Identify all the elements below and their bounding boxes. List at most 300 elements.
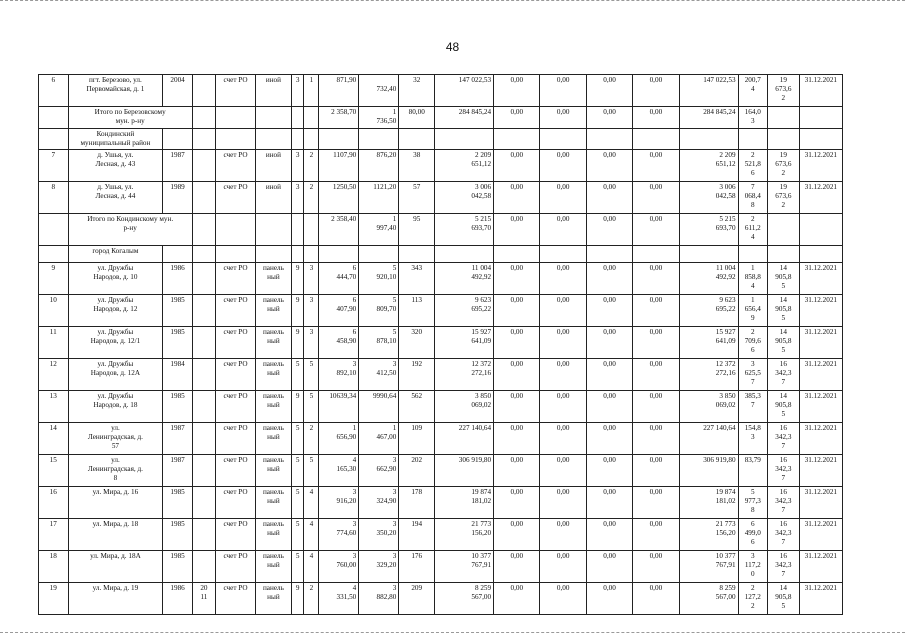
cell-z3: 0,00	[586, 327, 632, 359]
cell-m: 16 342,3 7	[768, 487, 800, 519]
cell-sum: 15 927 641,09	[679, 327, 738, 359]
cell-empty	[163, 129, 193, 150]
cell-fund: счет РО	[216, 150, 256, 182]
cell-addr: д. Ушья, ул. Лесная, д. 44	[68, 182, 163, 214]
cell-date: 31.12.2021	[799, 359, 842, 391]
cell-z2: 0,00	[540, 150, 586, 182]
table-row	[39, 423, 843, 455]
cell-z2: 0,00	[540, 359, 586, 391]
cell-z1: 0,00	[494, 327, 540, 359]
cell-z4: 0,00	[633, 327, 679, 359]
cell-c4	[192, 551, 215, 583]
cell-date: 31.12.2021	[799, 487, 842, 519]
cell-ent: 4	[304, 519, 319, 551]
cell-z4: 0,00	[633, 107, 679, 129]
scan-edge-bottom	[0, 632, 905, 635]
cell-people: 113	[399, 295, 435, 327]
cell-fund: счет РО	[216, 583, 256, 615]
cell-people: 192	[399, 359, 435, 391]
cell-m: 14 905,8 5	[768, 583, 800, 615]
cell-year: 2004	[163, 75, 193, 107]
cell-u: 3 117,2 0	[738, 551, 768, 583]
cell-people: 178	[399, 487, 435, 519]
cell-n: 6	[39, 75, 69, 107]
cell-z3: 0,00	[586, 75, 632, 107]
cell-addr: ул. Дружбы Народов, д. 18	[68, 391, 163, 423]
cell-m: 14 905,8 5	[768, 263, 800, 295]
cell-fl: 3	[291, 150, 304, 182]
cell-c4	[192, 487, 215, 519]
table-row	[39, 583, 843, 615]
cell-total: 147 022,53	[435, 75, 494, 107]
cell-u: 6 499,0 6	[738, 519, 768, 551]
cell-total: 8 259 567,00	[435, 583, 494, 615]
table-body	[39, 75, 843, 615]
cell-empty	[304, 214, 319, 246]
cell-a1: 3 916,20	[319, 487, 359, 519]
cell-z1: 0,00	[494, 295, 540, 327]
group-title: Кондинский муниципальный район	[68, 129, 163, 150]
cell-m: 16 342,3 7	[768, 519, 800, 551]
cell-mat: иной	[256, 75, 292, 107]
cell-total: 11 004 492,92	[435, 263, 494, 295]
cell-sum: 21 773 156,20	[679, 519, 738, 551]
cell-n: 14	[39, 423, 69, 455]
cell-mat: панель ный	[256, 519, 292, 551]
cell-addr: д. Ушья, ул. Лесная, д. 43	[68, 150, 163, 182]
cell-empty	[435, 129, 494, 150]
cell-empty	[304, 129, 319, 150]
cell-z3: 0,00	[586, 487, 632, 519]
cell-n: 19	[39, 583, 69, 615]
cell-c4	[192, 519, 215, 551]
cell-empty	[291, 214, 304, 246]
cell-mat: панель ный	[256, 423, 292, 455]
cell-mat: панель ный	[256, 295, 292, 327]
cell-empty	[738, 246, 768, 263]
cell-mat: панель ный	[256, 359, 292, 391]
cell-c4	[192, 391, 215, 423]
cell-z4: 0,00	[633, 551, 679, 583]
cell-n: 16	[39, 487, 69, 519]
cell-z3: 0,00	[586, 263, 632, 295]
cell-date: 31.12.2021	[799, 295, 842, 327]
cell-c4	[192, 295, 215, 327]
cell-empty	[192, 107, 215, 129]
cell-z2: 0,00	[540, 423, 586, 455]
cell-z2: 0,00	[540, 583, 586, 615]
table-row	[39, 263, 843, 295]
cell-fl: 5	[291, 551, 304, 583]
cell-empty	[319, 246, 359, 263]
cell-c4	[192, 150, 215, 182]
cell-z3: 0,00	[586, 150, 632, 182]
cell-a1: 3 892,10	[319, 359, 359, 391]
cell-ent: 2	[304, 150, 319, 182]
cell-sum: 147 022,53	[679, 75, 738, 107]
cell-u: 154,8 3	[738, 423, 768, 455]
cell-mat: панель ный	[256, 327, 292, 359]
cell-ent: 3	[304, 295, 319, 327]
cell-date: 31.12.2021	[799, 519, 842, 551]
cell-z4: 0,00	[633, 423, 679, 455]
cell-z2: 0,00	[540, 263, 586, 295]
cell-empty	[256, 214, 292, 246]
cell-z1: 0,00	[494, 519, 540, 551]
cell-empty	[256, 107, 292, 129]
cell-empty	[256, 246, 292, 263]
cell-total: 5 215 693,70	[435, 214, 494, 246]
cell-n: 8	[39, 182, 69, 214]
cell-z4: 0,00	[633, 150, 679, 182]
cell-date	[799, 214, 842, 246]
cell-fund: счет РО	[216, 423, 256, 455]
cell-z2: 0,00	[540, 214, 586, 246]
cell-n: 10	[39, 295, 69, 327]
cell-fund: счет РО	[216, 182, 256, 214]
cell-sum: 284 845,24	[679, 107, 738, 129]
cell-addr: ул. Мира, д. 19	[68, 583, 163, 615]
cell-sum: 2 209 651,12	[679, 150, 738, 182]
cell-a2: 3 412,50	[359, 359, 399, 391]
cell-m: 14 905,8 5	[768, 327, 800, 359]
cell-empty	[163, 246, 193, 263]
cell-m: 16 342,3 7	[768, 423, 800, 455]
table-row	[39, 359, 843, 391]
cell-people: 194	[399, 519, 435, 551]
cell-a2: 732,40	[359, 75, 399, 107]
cell-fl: 5	[291, 487, 304, 519]
cell-sum: 12 372 272,16	[679, 359, 738, 391]
cell-z1: 0,00	[494, 150, 540, 182]
cell-empty	[291, 129, 304, 150]
cell-addr: ул. Дружбы Народов, д. 10	[68, 263, 163, 295]
cell-a2: 9990,64	[359, 391, 399, 423]
cell-a1: 6 407,90	[319, 295, 359, 327]
cell-z1: 0,00	[494, 359, 540, 391]
cell-date: 31.12.2021	[799, 263, 842, 295]
table-row	[39, 487, 843, 519]
cell-addr: ул. Мира, д. 16	[68, 487, 163, 519]
cell-m: 19 673,6 2	[768, 75, 800, 107]
cell-addr: ул. Дружбы Народов, д. 12А	[68, 359, 163, 391]
cell-z2: 0,00	[540, 295, 586, 327]
cell-addr: ул. Мира, д. 18А	[68, 551, 163, 583]
cell-sum: 5 215 693,70	[679, 214, 738, 246]
cell-year: 1985	[163, 327, 193, 359]
cell-m: 16 342,3 7	[768, 455, 800, 487]
cell-z3: 0,00	[586, 359, 632, 391]
cell-ent: 2	[304, 182, 319, 214]
cell-u: 1 656,4 9	[738, 295, 768, 327]
cell-z1: 0,00	[494, 487, 540, 519]
cell-z1: 0,00	[494, 583, 540, 615]
table-row	[39, 214, 843, 246]
cell-date: 31.12.2021	[799, 551, 842, 583]
cell-addr: ул. Ленинградская, д. 8	[68, 455, 163, 487]
cell-sum: 9 623 695,22	[679, 295, 738, 327]
cell-fund: счет РО	[216, 75, 256, 107]
cell-z4: 0,00	[633, 75, 679, 107]
cell-empty	[540, 129, 586, 150]
cell-u: 7 068,4 8	[738, 182, 768, 214]
cell-z3: 0,00	[586, 107, 632, 129]
cell-z1: 0,00	[494, 182, 540, 214]
table-row	[39, 551, 843, 583]
cell-empty	[435, 246, 494, 263]
cell-m	[768, 214, 800, 246]
cell-addr: пгт. Березово, ул. Первомайская, д. 1	[68, 75, 163, 107]
cell-year: 1989	[163, 182, 193, 214]
cell-total: 227 140,64	[435, 423, 494, 455]
cell-fl: 5	[291, 455, 304, 487]
cell-a1: 2 358,70	[319, 107, 359, 129]
cell-z4: 0,00	[633, 519, 679, 551]
cell-c4: 20 11	[192, 583, 215, 615]
cell-sum: 11 004 492,92	[679, 263, 738, 295]
cell-m: 16 342,3 7	[768, 551, 800, 583]
cell-m: 14 905,8 5	[768, 295, 800, 327]
cell-empty	[399, 246, 435, 263]
cell-c4	[192, 423, 215, 455]
cell-a2: 5 878,10	[359, 327, 399, 359]
cell-empty	[192, 214, 215, 246]
cell-year: 1984	[163, 359, 193, 391]
cell-a2: 1 467,00	[359, 423, 399, 455]
cell-z3: 0,00	[586, 519, 632, 551]
cell-z1: 0,00	[494, 75, 540, 107]
cell-fund: счет РО	[216, 487, 256, 519]
cell-a2: 3 324,90	[359, 487, 399, 519]
cell-year: 1985	[163, 519, 193, 551]
table-row	[39, 107, 843, 129]
cell-people: 209	[399, 583, 435, 615]
cell-z4: 0,00	[633, 455, 679, 487]
cell-a2: 1 997,40	[359, 214, 399, 246]
cell-date: 31.12.2021	[799, 182, 842, 214]
cell-u: 3 625,5 7	[738, 359, 768, 391]
cell-ent: 4	[304, 487, 319, 519]
cell-m: 16 342,3 7	[768, 359, 800, 391]
cell-n: 17	[39, 519, 69, 551]
cell-z1: 0,00	[494, 107, 540, 129]
cell-fl: 9	[291, 583, 304, 615]
cell-total: 2 209 651,12	[435, 150, 494, 182]
group-title: город Когалым	[68, 246, 163, 263]
cell-empty	[586, 129, 632, 150]
cell-a2: 3 882,80	[359, 583, 399, 615]
cell-a1: 3 760,00	[319, 551, 359, 583]
cell-date: 31.12.2021	[799, 75, 842, 107]
cell-total: 10 377 767,91	[435, 551, 494, 583]
cell-n	[39, 214, 69, 246]
cell-a1: 2 358,40	[319, 214, 359, 246]
cell-z3: 0,00	[586, 423, 632, 455]
cell-people: 80,00	[399, 107, 435, 129]
cell-c4	[192, 182, 215, 214]
cell-people: 562	[399, 391, 435, 423]
cell-empty	[192, 246, 215, 263]
cell-year: 1987	[163, 150, 193, 182]
cell-fund: счет РО	[216, 455, 256, 487]
cell-empty	[768, 129, 800, 150]
cell-mat: иной	[256, 182, 292, 214]
cell-z2: 0,00	[540, 107, 586, 129]
cell-z3: 0,00	[586, 295, 632, 327]
cell-z3: 0,00	[586, 583, 632, 615]
cell-u: 2 709,6 6	[738, 327, 768, 359]
cell-year: 1985	[163, 295, 193, 327]
table-row	[39, 327, 843, 359]
cell-sum: 3 006 042,58	[679, 182, 738, 214]
cell-empty	[799, 129, 842, 150]
cell-addr: ул. Дружбы Народов, д. 12	[68, 295, 163, 327]
cell-empty	[216, 246, 256, 263]
cell-c4	[192, 75, 215, 107]
cell-fund: счет РО	[216, 295, 256, 327]
cell-u: 2 611,2 4	[738, 214, 768, 246]
cell-z4: 0,00	[633, 359, 679, 391]
cell-a1: 6 444,70	[319, 263, 359, 295]
cell-z3: 0,00	[586, 214, 632, 246]
cell-date: 31.12.2021	[799, 583, 842, 615]
cell-addr: ул. Ленинградская, д. 57	[68, 423, 163, 455]
cell-fl: 9	[291, 263, 304, 295]
cell-u: 2 127,2 2	[738, 583, 768, 615]
table-row	[39, 182, 843, 214]
cell-empty	[291, 246, 304, 263]
table-row	[39, 455, 843, 487]
cell-empty	[216, 129, 256, 150]
cell-z2: 0,00	[540, 519, 586, 551]
cell-z1: 0,00	[494, 455, 540, 487]
cell-c4	[192, 263, 215, 295]
cell-fl: 5	[291, 519, 304, 551]
cell-a1: 6 458,90	[319, 327, 359, 359]
cell-c4	[192, 359, 215, 391]
cell-people: 343	[399, 263, 435, 295]
cell-n: 15	[39, 455, 69, 487]
cell-m	[768, 107, 800, 129]
cell-total: 19 874 181,02	[435, 487, 494, 519]
cell-empty	[494, 246, 540, 263]
cell-fund: счет РО	[216, 391, 256, 423]
cell-a1: 3 774,60	[319, 519, 359, 551]
cell-empty	[679, 129, 738, 150]
cell-empty	[494, 129, 540, 150]
table-row	[39, 150, 843, 182]
cell-empty	[216, 107, 256, 129]
cell-u: 5 977,3 8	[738, 487, 768, 519]
cell-empty	[799, 246, 842, 263]
cell-empty	[291, 107, 304, 129]
cell-a2: 5 920,10	[359, 263, 399, 295]
total-label: Итого по Кондинскому мун. р-ну	[68, 214, 192, 246]
cell-ent: 5	[304, 391, 319, 423]
cell-z3: 0,00	[586, 182, 632, 214]
cell-year: 1987	[163, 423, 193, 455]
cell-fl: 9	[291, 295, 304, 327]
cell-year: 1986	[163, 263, 193, 295]
cell-empty	[633, 129, 679, 150]
cell-z4: 0,00	[633, 487, 679, 519]
cell-empty	[304, 246, 319, 263]
cell-n	[39, 129, 69, 150]
cell-people: 38	[399, 150, 435, 182]
cell-fund: счет РО	[216, 551, 256, 583]
cell-z1: 0,00	[494, 423, 540, 455]
cell-z4: 0,00	[633, 214, 679, 246]
cell-a2: 876,20	[359, 150, 399, 182]
cell-year: 1985	[163, 487, 193, 519]
cell-empty	[359, 129, 399, 150]
cell-mat: панель ный	[256, 551, 292, 583]
cell-a2: 3 329,20	[359, 551, 399, 583]
cell-date: 31.12.2021	[799, 423, 842, 455]
cell-n: 9	[39, 263, 69, 295]
cell-m: 14 905,8 5	[768, 391, 800, 423]
cell-z2: 0,00	[540, 551, 586, 583]
cell-empty	[216, 214, 256, 246]
cell-fund: счет РО	[216, 359, 256, 391]
cell-mat: иной	[256, 150, 292, 182]
cell-fund: счет РО	[216, 327, 256, 359]
cell-empty	[399, 129, 435, 150]
cell-total: 15 927 641,09	[435, 327, 494, 359]
cell-fund: счет РО	[216, 519, 256, 551]
cell-u: 1 858,8 4	[738, 263, 768, 295]
cell-a1: 10639,34	[319, 391, 359, 423]
cell-ent: 4	[304, 551, 319, 583]
cell-a2: 3 662,90	[359, 455, 399, 487]
cell-addr: ул. Дружбы Народов, д. 12/1	[68, 327, 163, 359]
cell-z1: 0,00	[494, 551, 540, 583]
cell-n: 11	[39, 327, 69, 359]
cell-people: 176	[399, 551, 435, 583]
cell-ent: 3	[304, 327, 319, 359]
cell-year: 1986	[163, 583, 193, 615]
cell-a1: 4 331,50	[319, 583, 359, 615]
cell-empty	[586, 246, 632, 263]
cell-empty	[738, 129, 768, 150]
cell-sum: 10 377 767,91	[679, 551, 738, 583]
cell-addr: ул. Мира, д. 18	[68, 519, 163, 551]
page-number: 48	[445, 40, 460, 54]
cell-ent: 2	[304, 583, 319, 615]
cell-a2: 3 350,20	[359, 519, 399, 551]
cell-people: 202	[399, 455, 435, 487]
table-row	[39, 519, 843, 551]
cell-empty	[256, 129, 292, 150]
cell-a2: 1 736,50	[359, 107, 399, 129]
cell-fl: 3	[291, 75, 304, 107]
table-row	[39, 129, 843, 150]
cell-u: 385,3 7	[738, 391, 768, 423]
table-row	[39, 75, 843, 107]
cell-z4: 0,00	[633, 182, 679, 214]
cell-empty	[768, 246, 800, 263]
cell-people: 32	[399, 75, 435, 107]
cell-empty	[679, 246, 738, 263]
cell-n: 18	[39, 551, 69, 583]
cell-year: 1985	[163, 551, 193, 583]
cell-mat: панель ный	[256, 455, 292, 487]
cell-c4	[192, 455, 215, 487]
cell-date	[799, 107, 842, 129]
cell-z2: 0,00	[540, 391, 586, 423]
cell-mat: панель ный	[256, 263, 292, 295]
cell-people: 320	[399, 327, 435, 359]
